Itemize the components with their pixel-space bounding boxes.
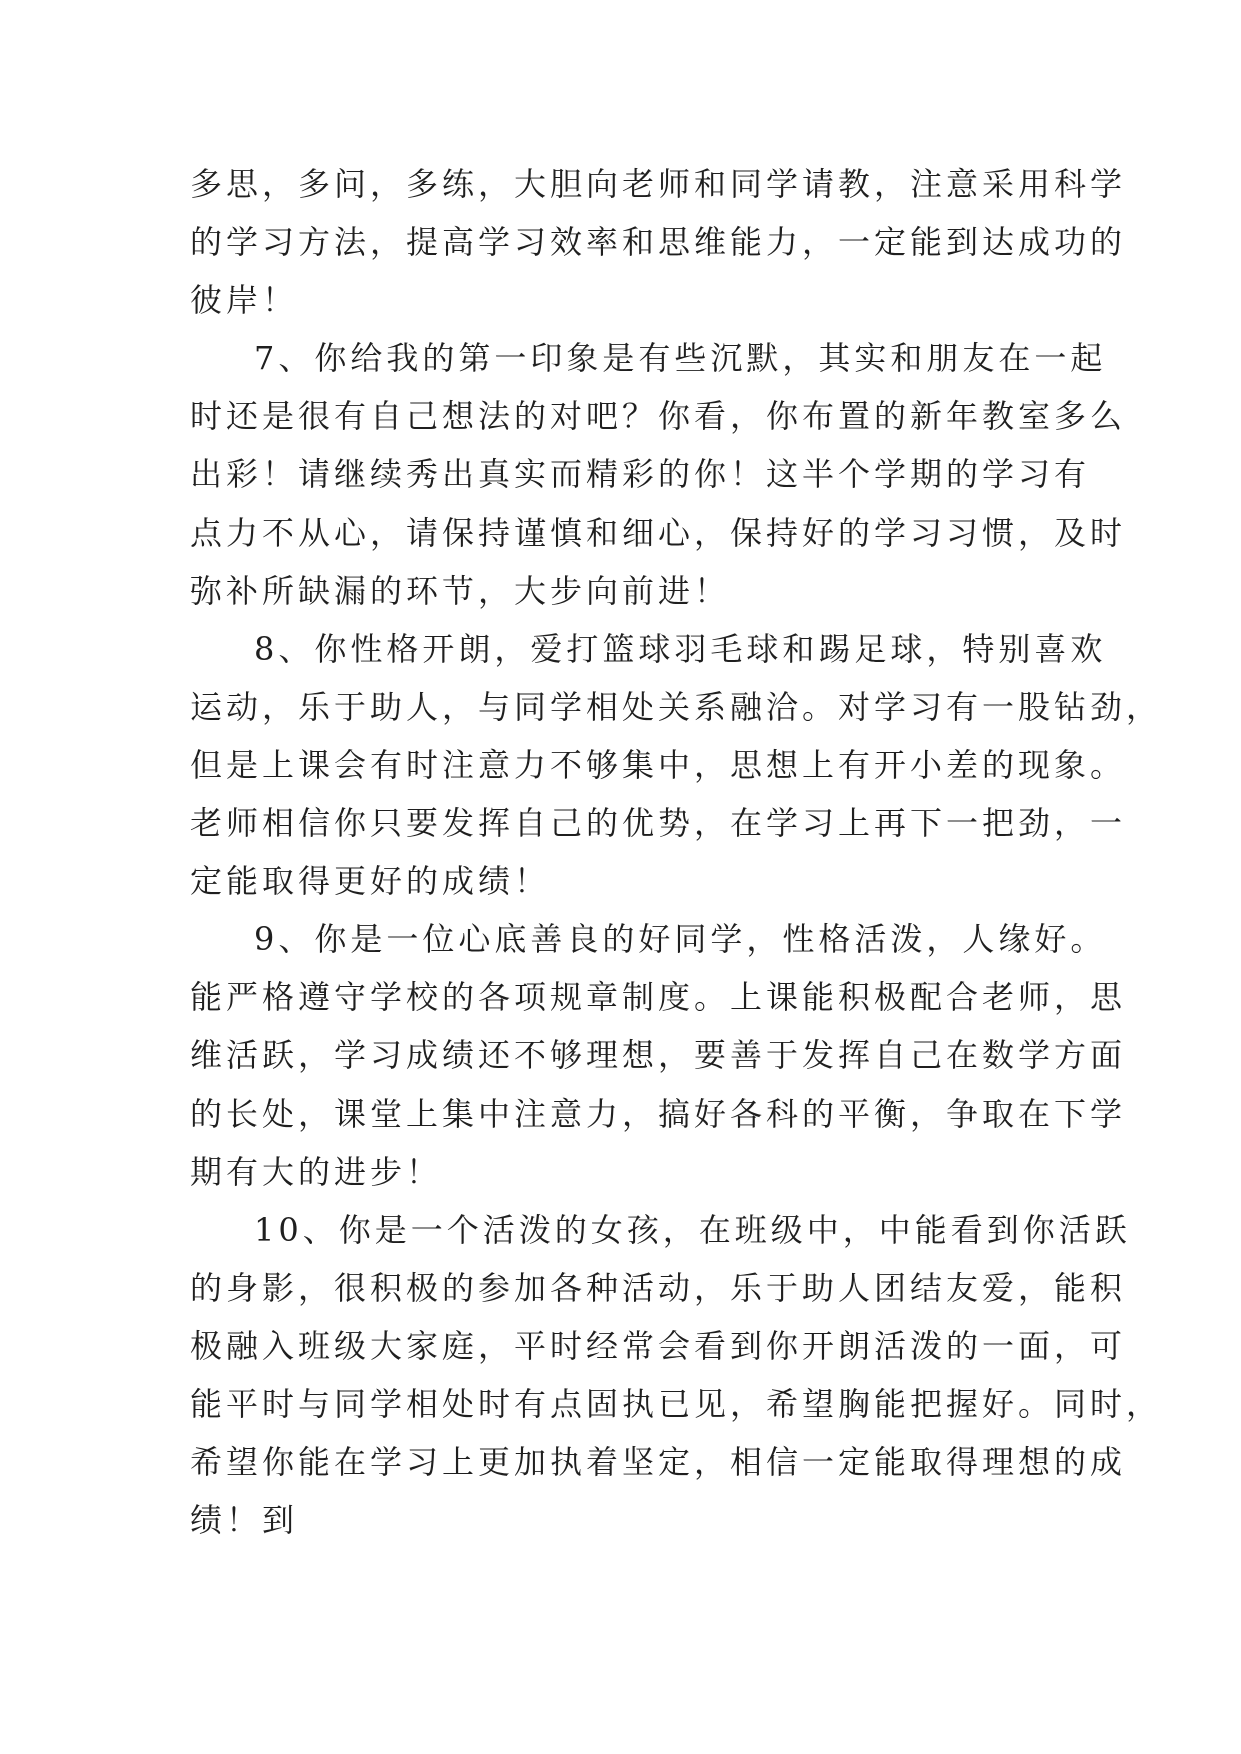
document-body — [190, 155, 1163, 1549]
text-line: 能严格遵守学校的各项规章制度。上课能积极配合老师，思 — [190, 978, 1127, 1017]
text-line: 期有大的进步！ — [190, 1152, 443, 1191]
text-line: 点力不从心，请保持谨慎和细心，保持好的学习习惯，及时 — [190, 513, 1127, 552]
text-line: 维活跃，学习成绩还不够理想，要善于发挥自己在数学方面 — [190, 1036, 1127, 1075]
text-line: 多思，多问，多练，大胆向老师和同学请教，注意采用科学 — [190, 165, 1127, 203]
text-line: 的身影，很积极的参加各种活动，乐于助人团结友爱，能积 — [190, 1268, 1127, 1307]
text-line: 10、你是一个活泼的女孩，在班级中，中能看到你活跃 — [254, 1210, 1131, 1249]
text-line: 彼岸！ — [190, 281, 299, 320]
text-line: 定能取得更好的成绩！ — [190, 862, 551, 901]
text-line: 出彩！请继续秀出真实而精彩的你！这半个学期的学习有 — [190, 455, 1091, 494]
text-line: 的长处，课堂上集中注意力，搞好各科的平衡，争取在下学 — [190, 1094, 1127, 1133]
text-line: 的学习方法，提高学习效率和思维能力，一定能到达成功的 — [190, 223, 1127, 262]
text-line: 9、你是一位心底善良的好同学，性格活泼，人缘好。 — [254, 920, 1107, 959]
text-line: 时还是很有自己想法的对吧？你看，你布置的新年教室多么 — [190, 397, 1127, 436]
text-line: 极融入班级大家庭，平时经常会看到你开朗活泼的一面，可 — [190, 1326, 1127, 1365]
text-line: 弥补所缺漏的环节，大步向前进！ — [190, 571, 731, 610]
text-line: 8、你性格开朗，爱打篮球羽毛球和踢足球，特别喜欢 — [254, 629, 1107, 668]
text-line: 7、你给我的第一印象是有些沉默，其实和朋友在一起 — [254, 339, 1107, 378]
text-line: 能平时与同学相处时有点固执已见，希望胸能把握好。同时， — [190, 1384, 1163, 1423]
text-line: 老师相信你只要发挥自己的优势，在学习上再下一把劲，一 — [190, 804, 1127, 843]
text-line: 绩！到 — [190, 1501, 299, 1540]
text-line: 运动，乐于助人，与同学相处关系融洽。对学习有一股钻劲， — [190, 687, 1163, 726]
text-line: 希望你能在学习上更加执着坚定，相信一定能取得理想的成 — [190, 1443, 1127, 1482]
text-line: 但是上课会有时注意力不够集中，思想上有开小差的现象。 — [190, 745, 1127, 784]
